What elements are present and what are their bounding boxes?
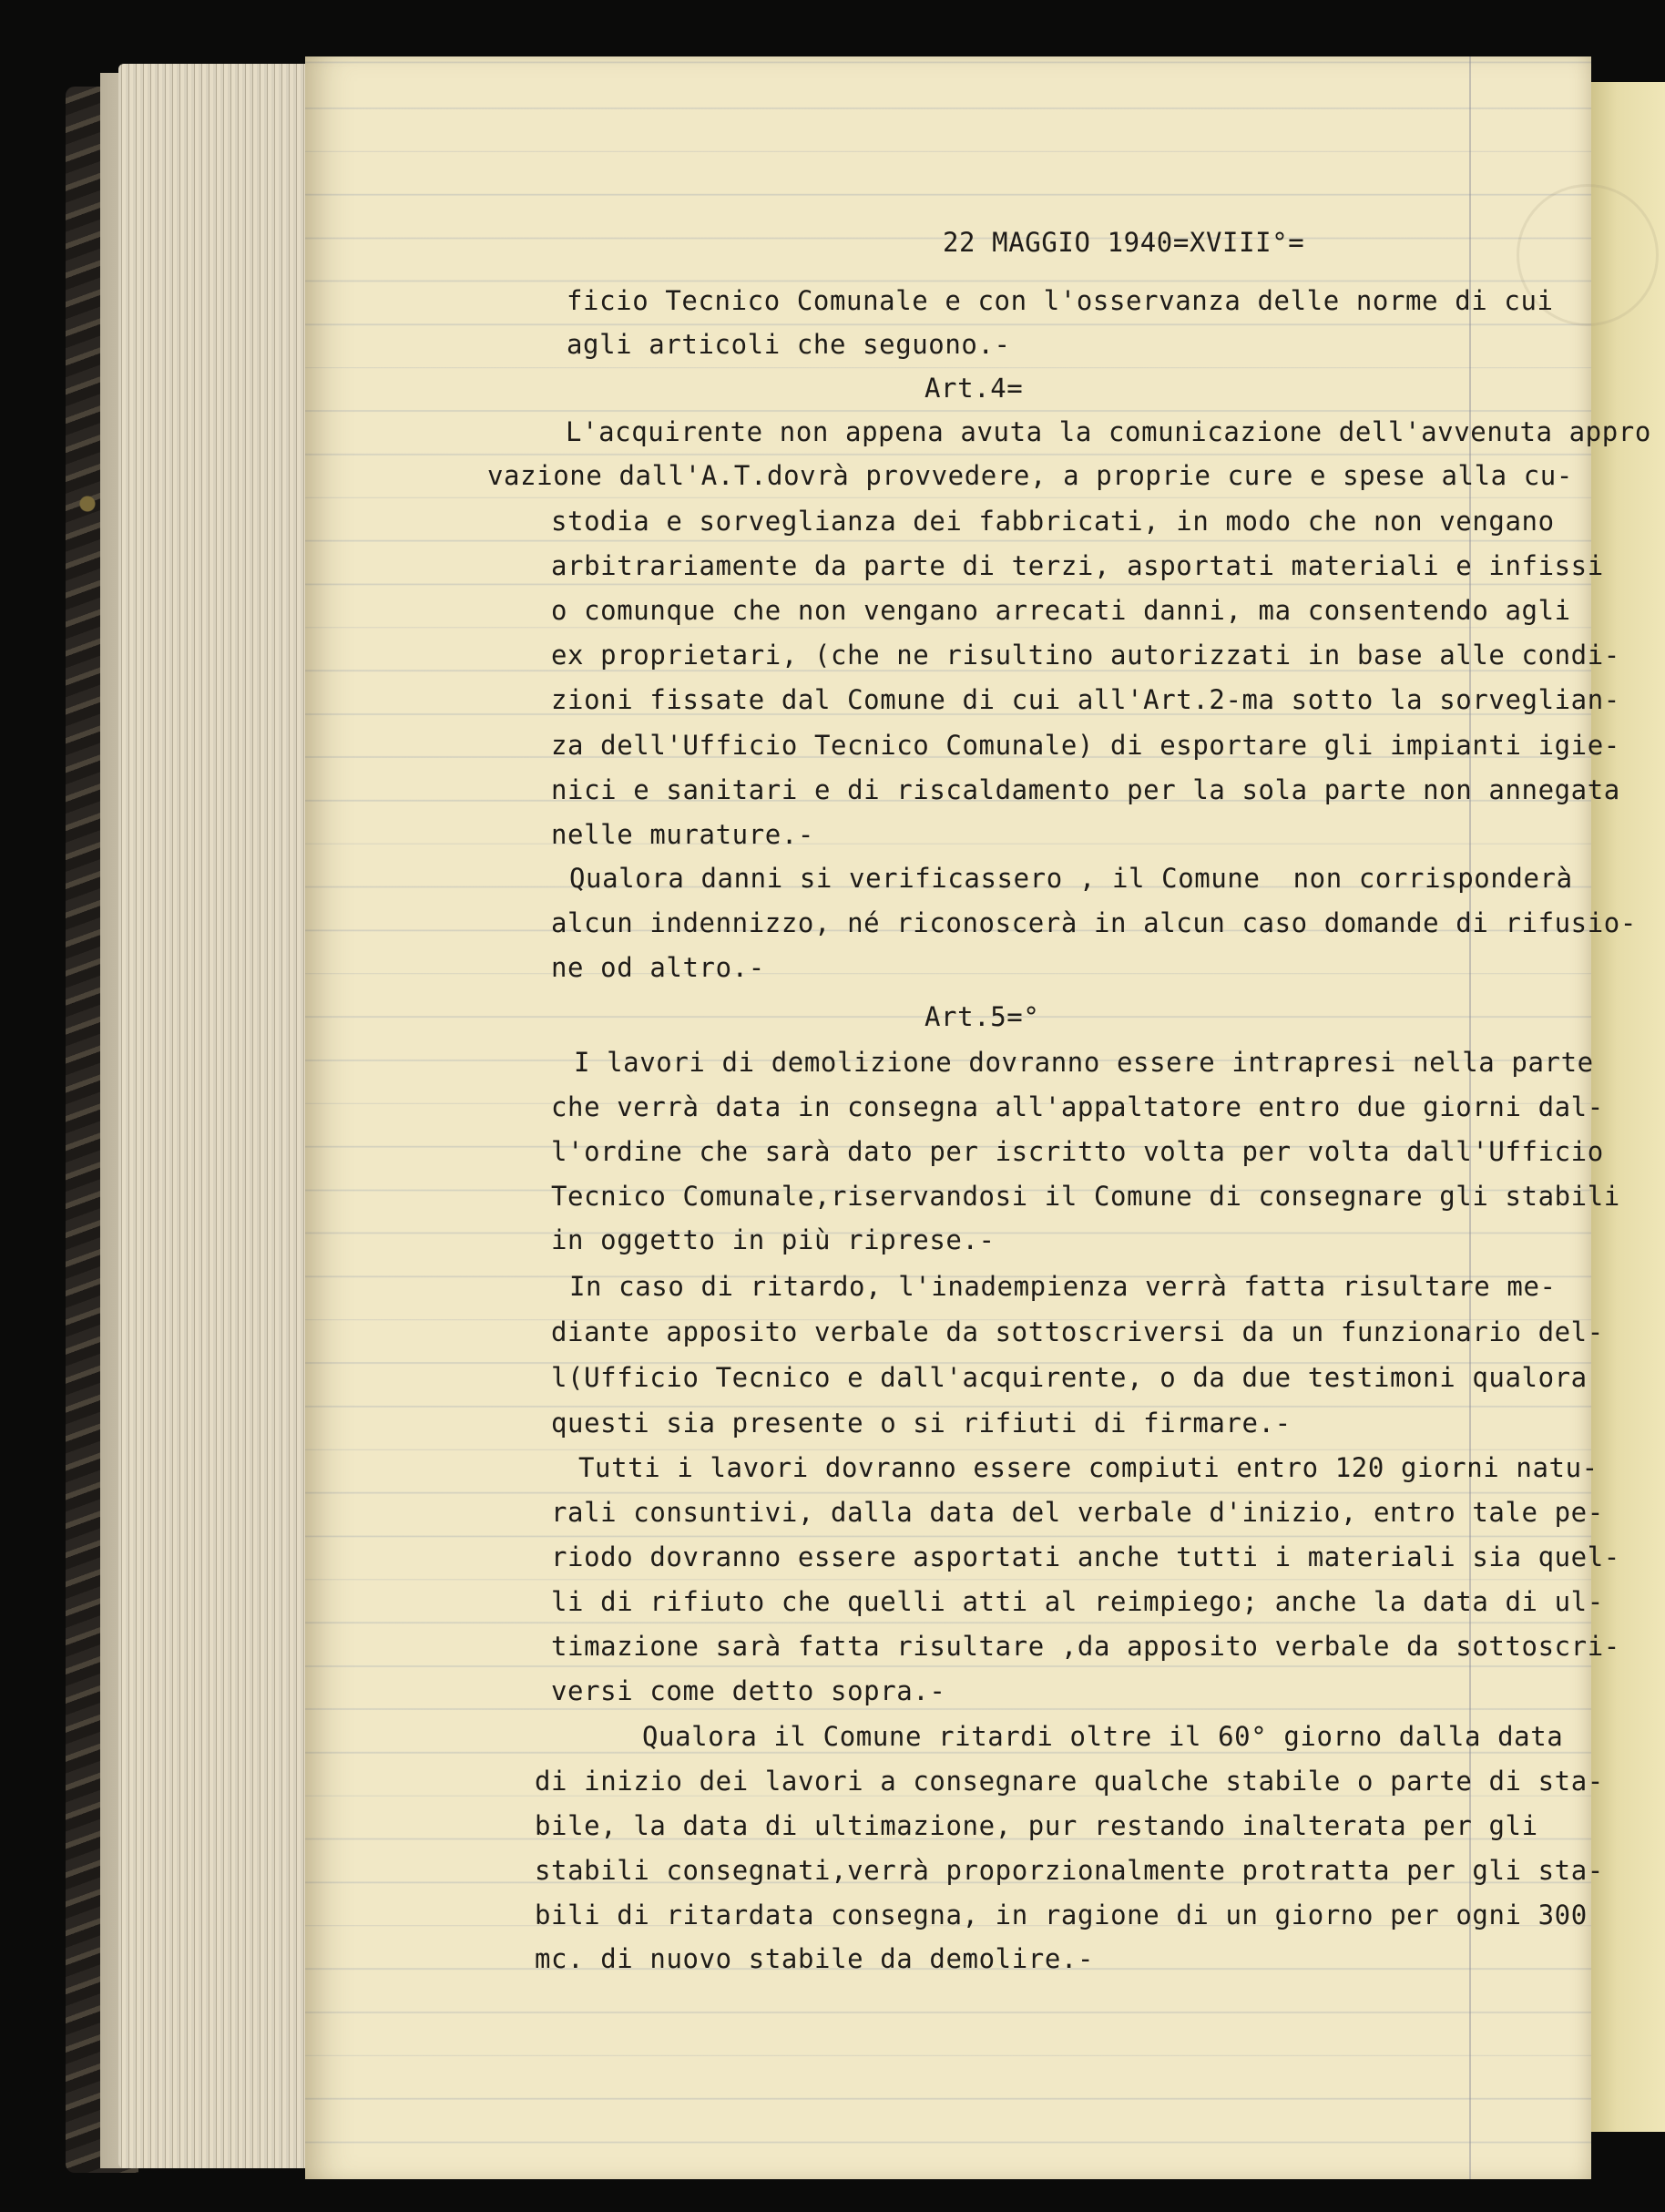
text-line: di inizio dei lavori a consegnare qualche stabile o parte di sta- <box>535 1766 1604 1797</box>
text-line: l(Ufficio Tecnico e dall'acquirente, o da due testimoni qualora <box>551 1362 1588 1393</box>
text-line: rali consuntivi, dalla data del verbale d'inizio, entro tale pe- <box>551 1497 1604 1528</box>
text-line: ex proprietari, (che ne risultino autorizzati in base alle condi- <box>551 640 1620 671</box>
text-line: riodo dovranno essere asportati anche tutti i materiali sia quel- <box>551 1541 1620 1572</box>
text-line: alcun indennizzo, né riconoscerà in alcun caso domande di rifusio- <box>551 907 1637 938</box>
text-line: versi come detto sopra.- <box>551 1675 946 1706</box>
text-line: l'ordine che sarà dato per iscritto volta per volta dall'Ufficio <box>551 1136 1604 1167</box>
text-line: in oggetto in più riprese.- <box>551 1224 996 1255</box>
text-line: Qualora il Comune ritardi oltre il 60° giorno dalla data <box>642 1721 1564 1752</box>
text-line: li di rifiuto che quelli atti al reimpiego; anche la data di ul- <box>551 1586 1604 1617</box>
text-line: nici e sanitari e di riscaldamento per la sola parte non annegata <box>551 774 1620 805</box>
text-line: arbitrariamente da parte di terzi, asportati materiali e infissi <box>551 550 1604 581</box>
text-line: za dell'Ufficio Tecnico Comunale) di esportare gli impianti igie- <box>551 730 1620 761</box>
text-line: ficio Tecnico Comunale e con l'osservanza delle norme di cui <box>567 285 1554 316</box>
text-line: zioni fissate dal Comune di cui all'Art.2-ma sotto la sorveglian- <box>551 684 1620 715</box>
text-line: nelle murature.- <box>551 819 814 850</box>
text-line: Tecnico Comunale,riservandosi il Comune di consegnare gli stabili <box>551 1181 1620 1212</box>
text-line: agli articoli che seguono.- <box>567 329 1011 360</box>
text-line: bili di ritardata consegna, in ragione di un giorno per ogni 300 <box>535 1900 1588 1930</box>
text-line: questi sia presente o si rifiuti di firmare.- <box>551 1408 1292 1439</box>
page-stack <box>118 64 314 2168</box>
document-page <box>305 56 1651 2179</box>
text-line: diante apposito verbale da sottoscriversi da un funzionario del- <box>551 1316 1604 1347</box>
text-line: bile, la data di ultimazione, pur restando inalterata per gli <box>535 1810 1538 1841</box>
article-heading: Art.5=° <box>924 1001 1040 1032</box>
text-line: In caso di ritardo, l'inadempienza verrà fatta risultare me- <box>569 1271 1557 1302</box>
text-line: L'acquirente non appena avuta la comunicazione dell'avvenuta appro <box>566 416 1651 447</box>
text-line: Qualora danni si verificassero , il Comune non corrisponderà <box>569 863 1573 894</box>
date-header: 22 MAGGIO 1940=XVIII°= <box>943 227 1305 258</box>
text-line: o comunque che non vengano arrecati danni, ma consentendo agli <box>551 595 1571 626</box>
text-line: timazione sarà fatta risultare ,da apposito verbale da sottoscri- <box>551 1631 1620 1662</box>
text-line: ne od altro.- <box>551 952 765 983</box>
text-line: Tutti i lavori dovranno essere compiuti entro 120 giorni natu- <box>578 1452 1599 1483</box>
text-line: I lavori di demolizione dovranno essere intrapresi nella parte <box>574 1047 1594 1078</box>
text-line: stodia e sorveglianza dei fabbricati, in modo che non vengano <box>551 506 1555 537</box>
text-line: mc. di nuovo stabile da demolire.- <box>535 1943 1095 1974</box>
text-line: stabili consegnati,verrà proporzionalmente protratta per gli sta- <box>535 1855 1604 1886</box>
text-line: vazione dall'A.T.dovrà provvedere, a proprie cure e spese alla cu- <box>487 460 1573 491</box>
article-heading: Art.4= <box>924 373 1024 404</box>
text-line: che verrà data in consegna all'appaltatore entro due giorni dal- <box>551 1091 1604 1122</box>
